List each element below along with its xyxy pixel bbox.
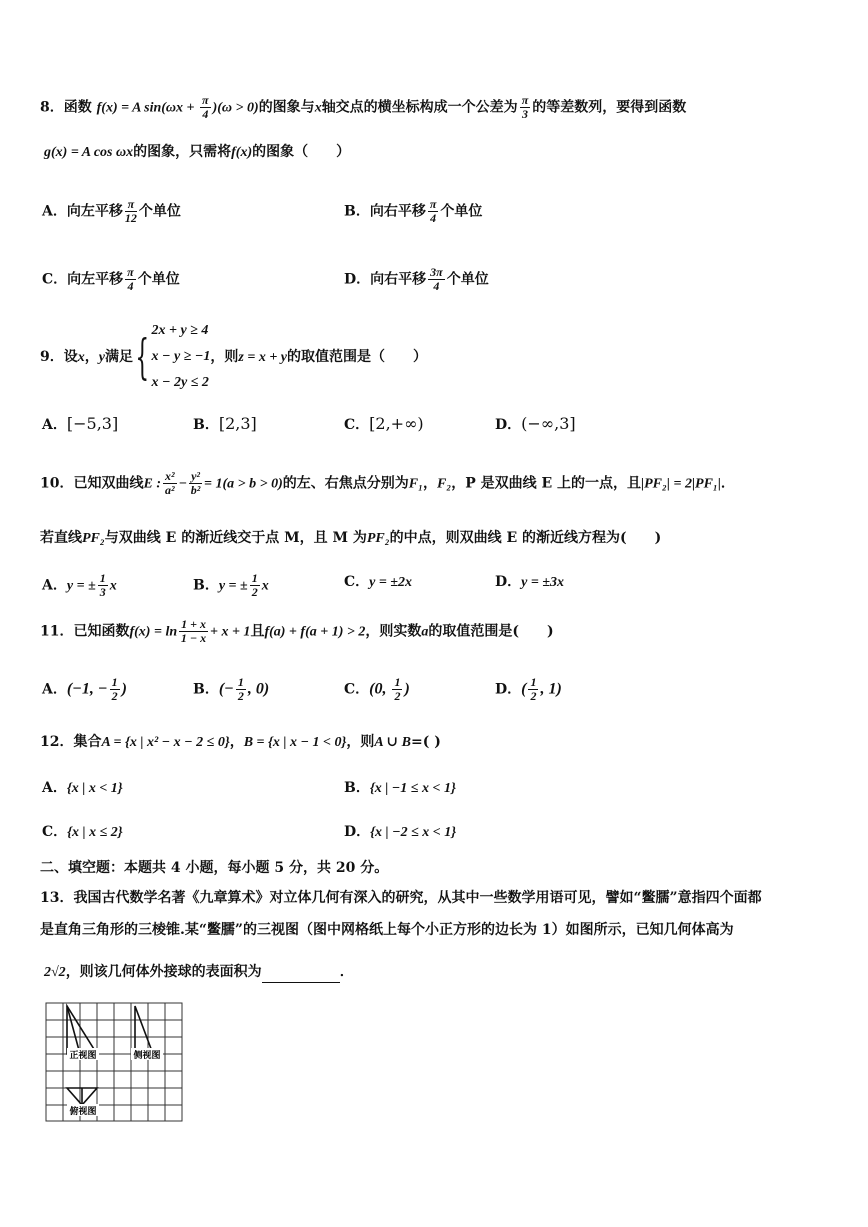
q11-a: a <box>421 624 429 640</box>
q8-diff-den: 3 <box>521 107 528 121</box>
frac-num: 1 <box>394 675 401 689</box>
q8-line2-text: 的图象，只需将 <box>133 144 232 160</box>
option-value: {x | −1 ≤ x < 1} <box>369 781 456 796</box>
option-label: D． <box>495 417 522 433</box>
q10-condition: |PF₂| = 2|PF₁| <box>641 476 721 492</box>
option-label: C． <box>42 271 68 288</box>
option-label: C． <box>344 417 370 433</box>
option-text: 向左平移 <box>67 271 124 288</box>
front-view-triangle <box>67 1006 97 1054</box>
q10-text2: 的左、右焦点分别为 <box>282 475 409 492</box>
q8-frac-num: π <box>202 93 209 107</box>
q13-end: ． <box>339 964 354 980</box>
option-fraction <box>236 676 246 703</box>
frac-num: π <box>127 265 134 279</box>
q10-option-a[interactable] <box>42 572 117 599</box>
option-text: 向右平移 <box>370 271 427 288</box>
q8-line2-end: 的图象（ ） <box>252 144 351 160</box>
q8-number: 8． <box>40 99 64 116</box>
option-value: [−5,3] <box>66 414 119 433</box>
q9-x: x <box>77 350 85 365</box>
q11-inequality: f(a) + f(a + 1) > 2 <box>264 624 366 640</box>
option-value: {x | x ≤ 2} <box>67 825 123 840</box>
section-heading: 二、填空题：本题共 4 小题，每小题 5 分，共 20 分。 <box>40 860 389 876</box>
q10-option-b[interactable] <box>193 572 269 599</box>
frac-den: 2 <box>237 689 244 703</box>
q9-text4: 的取值范围是（ ） <box>287 349 428 365</box>
option-post: x <box>109 578 117 594</box>
frac-num: y² <box>191 469 201 483</box>
q10-pf2: PF₂ <box>82 531 105 546</box>
q8-g-function: g(x) = A cos ωx <box>44 145 134 160</box>
option-tail: 个单位 <box>446 271 489 288</box>
q11-fraction <box>179 618 208 645</box>
q9-option-c[interactable] <box>344 414 424 435</box>
option-label: A． <box>42 780 67 796</box>
q10-text3: ，P 是双曲线 E 上的一点，且 <box>451 475 642 492</box>
option-pre: ( <box>521 680 527 698</box>
q8-frac-den: 4 <box>202 107 209 121</box>
q10-end: ． <box>720 475 735 492</box>
q8-line2-f: f(x) <box>231 145 253 160</box>
q9-ineq-1: 2x + y ≥ 4 <box>151 323 209 338</box>
option-value: (−∞,3] <box>521 414 576 433</box>
q9-text1: 设 <box>63 349 78 365</box>
q11-text3: ，则实数 <box>365 623 422 640</box>
frac-num: 1 <box>251 571 258 585</box>
q12-set-a: A = {x | x² − x − 2 ≤ 0} <box>101 735 230 750</box>
q12-number: 12． <box>40 734 74 750</box>
q9-ineq-3: x − 2y ≤ 2 <box>151 375 209 390</box>
option-fraction <box>98 572 108 599</box>
option-label: A． <box>42 681 67 698</box>
frac-num: x² <box>164 469 175 483</box>
q8-text2: 的图象与 <box>258 99 315 116</box>
q8-text3: 轴交点的横坐标构成一个公差为 <box>321 99 518 116</box>
q13-line2: 是直角三角形的三棱锥.某“鳖臑”的三视图（图中网格纸上每个小正方形的边长为 1）如图所示，已知几何体高为 <box>40 922 734 938</box>
q12-option-a[interactable] <box>42 778 123 799</box>
option-tail: 个单位 <box>440 203 483 220</box>
q11-text4: 的取值范围是( ) <box>428 623 554 640</box>
option-label: C． <box>42 824 68 840</box>
option-label: A． <box>42 203 67 220</box>
frac-num: π <box>429 197 437 211</box>
frac-num: 1 <box>99 571 106 585</box>
option-fraction <box>125 198 137 225</box>
q12-option-c[interactable] <box>42 822 123 843</box>
answer-blank[interactable] <box>262 968 340 983</box>
option-fraction <box>250 572 260 599</box>
option-value: [2,+∞) <box>369 414 424 433</box>
q10-line2-text: 若直线 <box>40 530 82 546</box>
frac-den: 2 <box>394 689 401 703</box>
q13-number: 13． <box>40 890 74 906</box>
q9-text3: ，则 <box>210 349 239 365</box>
frac-den: 2 <box>111 689 118 703</box>
frac-num: 1 <box>111 675 118 689</box>
q12-set-b: B = {x | x − 1 < 0} <box>243 735 347 750</box>
frac-num: 1 <box>237 675 244 689</box>
option-value: y = ±3x <box>521 575 565 590</box>
q12-line <box>40 732 441 753</box>
q9-text2: 满足 <box>104 349 133 365</box>
option-fraction <box>428 198 439 225</box>
frac-den: 2 <box>251 585 258 599</box>
option-pre: y = ± <box>218 578 248 594</box>
q13-text1: 我国古代数学名著《九章算术》对立体几何有深入的研究，从其中一些数学用语可见，譬如“鳖臑”意指四个面都 <box>73 890 762 906</box>
q12-text2: ，则 <box>346 734 375 750</box>
q10-sep: ， <box>423 475 437 492</box>
option-value: [2,3] <box>218 414 257 433</box>
frac-den: 12 <box>124 211 137 225</box>
frac-den: a² <box>164 483 175 497</box>
three-view-figure <box>45 1002 185 1122</box>
option-label: C． <box>344 681 370 698</box>
q13-line3 <box>44 962 354 983</box>
option-pre: (0, <box>369 680 391 698</box>
q10-f2: F₂ <box>437 476 452 492</box>
front-view-label: 正视图 <box>69 1051 97 1061</box>
option-label: D． <box>495 681 522 698</box>
q10-pf2b: PF₂ <box>366 531 390 546</box>
q8-option-c[interactable] <box>42 266 180 293</box>
option-fraction <box>125 266 136 293</box>
option-text: 向右平移 <box>369 203 426 220</box>
q13-line1 <box>40 888 762 908</box>
option-text: 向左平移 <box>66 203 123 220</box>
option-value: {x | x < 1} <box>66 781 123 796</box>
frac-num: π <box>125 198 137 212</box>
q13-text3: ，则该几何体外接球的表面积为 <box>65 964 262 980</box>
frac-den: 3 <box>99 585 106 599</box>
option-tail: 个单位 <box>137 271 180 288</box>
side-view-label: 侧视图 <box>133 1051 161 1061</box>
top-view-label: 俯视图 <box>69 1107 97 1117</box>
option-fraction <box>110 676 120 703</box>
frac-num: 3π <box>430 265 443 279</box>
option-post: x <box>261 578 269 594</box>
option-value: {x | −2 ≤ x < 1} <box>370 825 457 840</box>
q10-equation: = 1(a > b > 0) <box>204 476 283 492</box>
q10-f1: F₁ <box>408 476 423 492</box>
q8-text4: 的等差数列，要得到函数 <box>532 99 687 116</box>
q9-option-b[interactable] <box>193 414 257 435</box>
frac-den: 4 <box>127 279 134 293</box>
option-fraction <box>392 676 402 703</box>
option-label: B． <box>193 577 219 594</box>
q11-text2: 且 <box>250 623 265 640</box>
q9-option-d[interactable] <box>495 414 576 435</box>
q11-option-b[interactable] <box>193 676 269 703</box>
q9-comma: ， <box>84 349 99 365</box>
option-label: B． <box>344 780 370 796</box>
q8-diff-fraction <box>520 94 531 121</box>
q12-end: =( ) <box>410 734 441 750</box>
option-tail: 个单位 <box>138 203 181 220</box>
q10-option-d[interactable] <box>495 572 564 593</box>
q11-text1: 已知函数 <box>73 623 130 640</box>
q11-option-d[interactable] <box>495 676 562 703</box>
option-post: ) <box>121 680 127 698</box>
q9-z: z = x + y <box>238 350 288 365</box>
option-label: A． <box>42 577 67 594</box>
option-label: C． <box>344 574 370 590</box>
q11-line <box>40 618 554 645</box>
q9-number: 9． <box>40 349 64 365</box>
q8-option-d[interactable] <box>344 266 489 293</box>
option-fraction <box>528 676 538 703</box>
option-label: D． <box>344 824 371 840</box>
grid-svg <box>45 1002 185 1122</box>
q12-text1: 集合 <box>73 734 102 750</box>
q8-fraction <box>200 94 211 121</box>
q9-y: y <box>98 350 105 365</box>
q10-line2b: 与双曲线 E 的渐近线交于点 M，且 M 为 <box>104 530 367 546</box>
option-post: , 0) <box>247 680 270 698</box>
q12-expr: A ∪ B <box>374 735 411 750</box>
q10-e: E : <box>143 476 161 492</box>
q11-rest: + x + 1 <box>209 624 251 640</box>
option-pre: y = ± <box>66 578 96 594</box>
q9-system <box>152 318 211 396</box>
q11-number: 11． <box>40 623 74 640</box>
q8-option-a[interactable] <box>42 198 181 225</box>
q9-brace: { <box>135 329 150 385</box>
q12-option-b[interactable] <box>344 778 456 799</box>
option-pre: (− <box>218 680 234 698</box>
option-label: A． <box>42 417 67 433</box>
q10-line2c: 的中点，则双曲线 E 的渐近线方程为( ) <box>389 530 662 546</box>
frac-den: b² <box>190 483 201 497</box>
q11-option-c[interactable] <box>344 676 410 703</box>
q10-text1: 已知双曲线 <box>73 475 144 492</box>
frac-den: 1 − x <box>180 631 207 645</box>
option-label: D． <box>344 271 371 288</box>
q10-line2 <box>40 528 661 549</box>
q8-line2 <box>44 142 350 163</box>
q8-option-b[interactable] <box>344 198 482 225</box>
frac-num: 1 <box>530 675 537 689</box>
frac-den: 4 <box>430 211 437 225</box>
side-view-triangle <box>135 1006 153 1054</box>
q9-ineq-2: x − y ≥ −1 <box>151 349 211 364</box>
q10-minus: − <box>178 476 188 492</box>
q10-number: 10． <box>40 475 74 492</box>
q10-x-fraction <box>163 470 177 497</box>
option-post: , 1) <box>540 680 562 698</box>
q9-line <box>40 318 427 396</box>
frac-num: 1 + x <box>181 617 206 631</box>
option-fraction <box>428 266 445 293</box>
option-post: ) <box>404 680 410 698</box>
q10-option-c[interactable] <box>344 572 412 593</box>
front-view-edge <box>67 1006 80 1054</box>
q8-condition: )(ω > 0) <box>212 100 259 116</box>
option-label: B． <box>193 681 219 698</box>
q9-option-a[interactable] <box>42 414 118 435</box>
option-label: B． <box>193 417 219 433</box>
q12-sep: ， <box>229 734 244 750</box>
q10-line1 <box>40 470 735 497</box>
q13-height: 2√2 <box>44 965 66 980</box>
q8-x: x <box>314 100 322 116</box>
q11-option-a[interactable] <box>42 676 127 703</box>
q8-diff-num: π <box>521 93 529 107</box>
frac-den: 4 <box>433 279 440 293</box>
q8-line1 <box>40 94 686 121</box>
q10-y-fraction <box>189 470 202 497</box>
option-pre: (−1, − <box>66 680 108 698</box>
frac-den: 2 <box>530 689 537 703</box>
q11-fx: f(x) = ln <box>129 624 178 640</box>
q8-text1: 函数 <box>63 99 92 116</box>
q8-function: f(x) = A sin(ωx + <box>96 100 199 116</box>
option-label: B． <box>344 203 370 220</box>
option-value: y = ±2x <box>369 575 413 590</box>
q12-option-d[interactable] <box>344 822 456 843</box>
option-label: D． <box>495 574 522 590</box>
